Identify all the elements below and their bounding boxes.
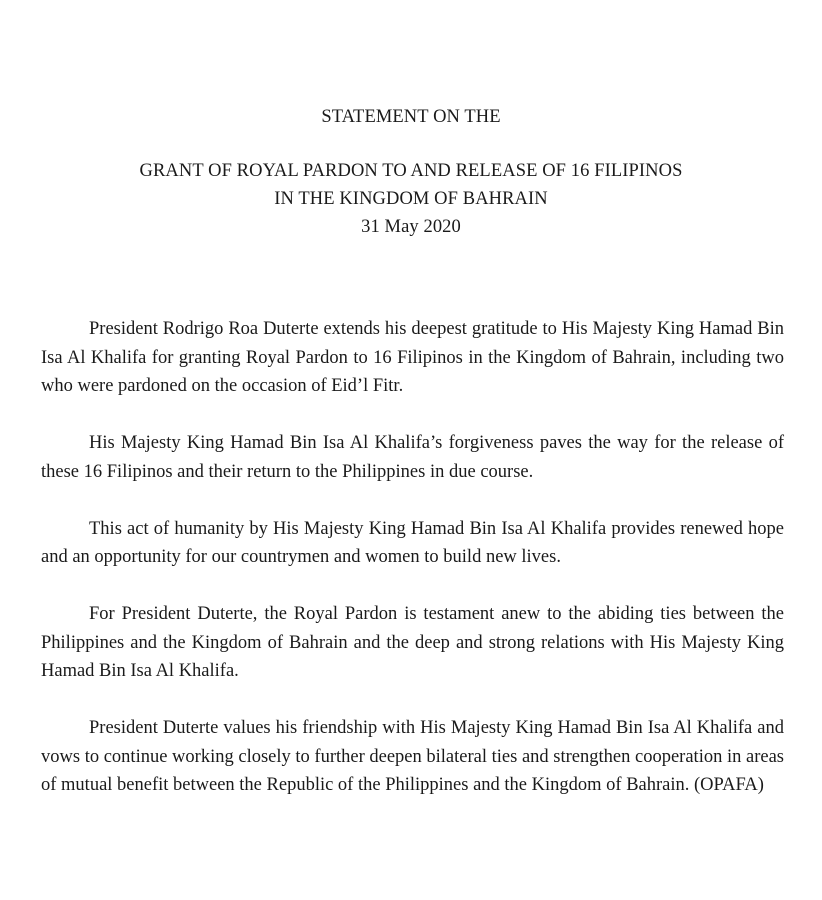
statement-body bbox=[41, 315, 784, 828]
title-block bbox=[0, 157, 822, 241]
statement-line: STATEMENT ON THE bbox=[321, 107, 501, 127]
paragraph-3: This act of humanity by His Majesty King Hamad Bin Isa Al Khalifa provides renewed hope and an opportunity for our countrymen and women to build new lives. bbox=[41, 518, 784, 567]
statement-heading bbox=[0, 103, 822, 131]
paragraph-2: His Majesty King Hamad Bin Isa Al Khalifa’s forgiveness paves the way for the release of these 16 Filipinos and their return to the Philippines in due course. bbox=[41, 433, 784, 482]
paragraph-5: President Duterte values his friendship with His Majesty King Hamad Bin Isa Al Khalifa and vows to continue working closely to further deepen bilateral ties and strengthen cooperation in areas of mutual benefit between the Republic of the Philippines and the Kingdom of Bahrain. (OPAFA) bbox=[41, 718, 784, 795]
paragraph-4: For President Duterte, the Royal Pardon is testament anew to the abiding ties between the Philippines and the Kingdom of Bahrain and the deep and strong relations with His Majesty King Hamad Bin Isa Al Khalifa. bbox=[41, 604, 784, 681]
title-line-2: IN THE KINGDOM OF BAHRAIN bbox=[274, 189, 548, 209]
date-line: 31 May 2020 bbox=[361, 217, 461, 237]
paragraph-1: President Rodrigo Roa Duterte extends his deepest gratitude to His Majesty King Hamad Bin Isa Al Khalifa for granting Royal Pardon to 16 Filipinos in the Kingdom of Bahrain, including two who were pardoned on the occasion of Eid’l Fitr. bbox=[41, 319, 784, 396]
title-line-1: GRANT OF ROYAL PARDON TO AND RELEASE OF 16 FILIPINOS bbox=[139, 161, 683, 181]
